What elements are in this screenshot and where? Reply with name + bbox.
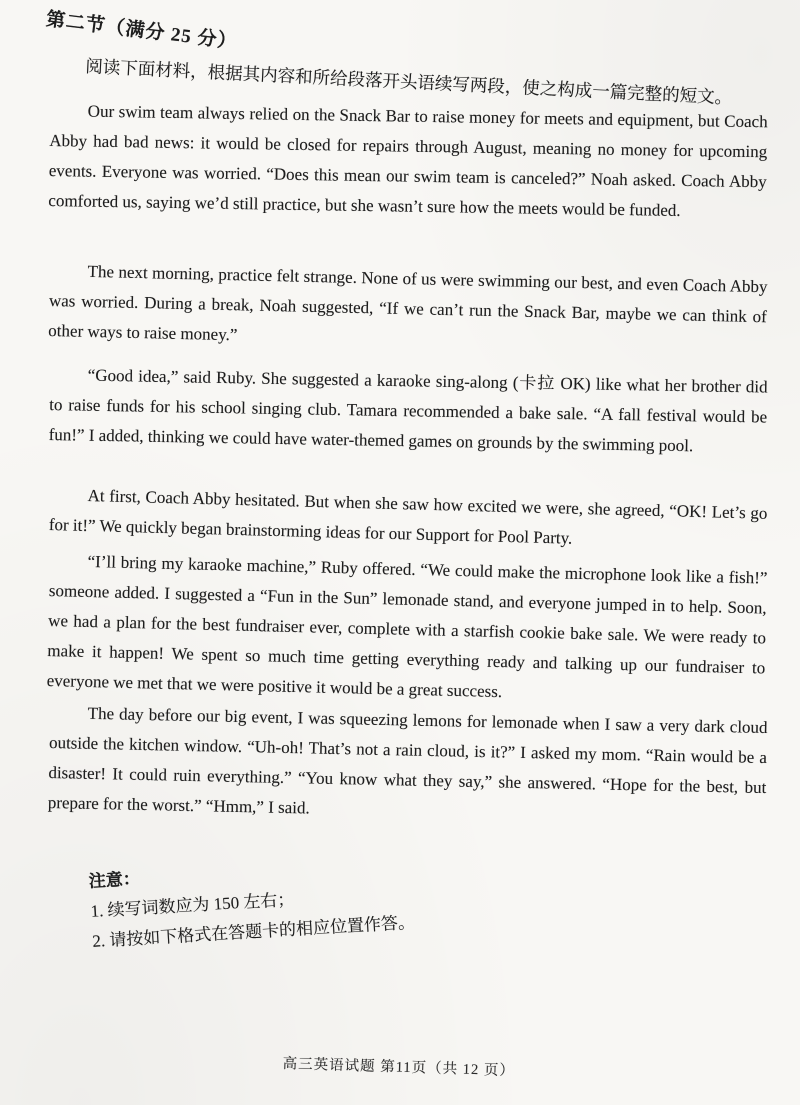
- note-item-2: 2. 请按如下格式在答题卡的相应位置作答。: [91, 912, 416, 951]
- notes-block: [88, 848, 416, 957]
- story-paragraph-6: The day before our big event, I was squeezing lemons for lemonade when I saw a very dark cloud outside the kitchen window. “Uh-oh! That’s not a rain cloud, is it?” I asked my mom. “Rain would be a disaster! It could ruin everything.” “You know what they say,” she answered. “Hope for the best, but prepare for the worst.” “Hmm,” I said.: [47, 703, 768, 818]
- note-item-1: 1. 续写词数应为 150 左右；: [90, 889, 295, 921]
- notes-label: 注意：: [88, 868, 141, 891]
- story-paragraph-3: “Good idea,” said Ruby. She suggested a karaoke sing-along (卡拉 OK) like what her brother did to raise funds for his school singing club. Tamara recommended a bake sale. “A fall festival would be fun!” I added, thinking we could have water-themed games on grounds by the swimming pool.: [48, 365, 768, 456]
- story-paragraph-5: “I’ll bring my karaoke machine,” Ruby offered. “We could make the microphone look like a fish!” someone added. I suggested a “Fun in the Sun” lemonade stand, and everyone jumped in to help. Soon, we had a plan for the best fundraiser ever, complete with a starfish cookie bake sale. We were ready to make it happen! We spent so much time getting everything ready and talking up our fundraiser to everyone we met that we were positive it would be a great success.: [46, 551, 768, 702]
- story-paragraph-1: Our swim team always relied on the Snack Bar to raise money for meets and equipment, but Coach Abby had bad news: it would be closed for repairs through August, meaning no money for upcoming events. Everyone was worried. “Does this mean our swim team is canceled?” Noah asked. Coach Abby comforted us, saying we’d still practice, but she wasn’t sure how the meets would be funded.: [48, 101, 768, 220]
- section-heading: 第二节（满分 25 分）: [44, 8, 239, 54]
- page-footer: 高三英语试题 第11页（共 12 页）: [282, 1055, 516, 1080]
- task-instruction: 阅读下面材料，根据其内容和所给段落开头语续写两段，使之构成一篇完整的短文。: [84, 55, 733, 108]
- story-paragraph-4: At first, Coach Abby hesitated. But when she saw how excited we were, she agreed, “OK! Let’s go for it!” We quickly began brainstorming ideas for our Support for Pool Party.: [48, 485, 768, 548]
- story-paragraph-2: The next morning, practice felt strange. None of us were swimming our best, and even Coach Abby was worried. During a break, Noah suggested, “If we can’t run the Snack Bar, maybe we can think of other ways to raise money.”: [48, 261, 768, 345]
